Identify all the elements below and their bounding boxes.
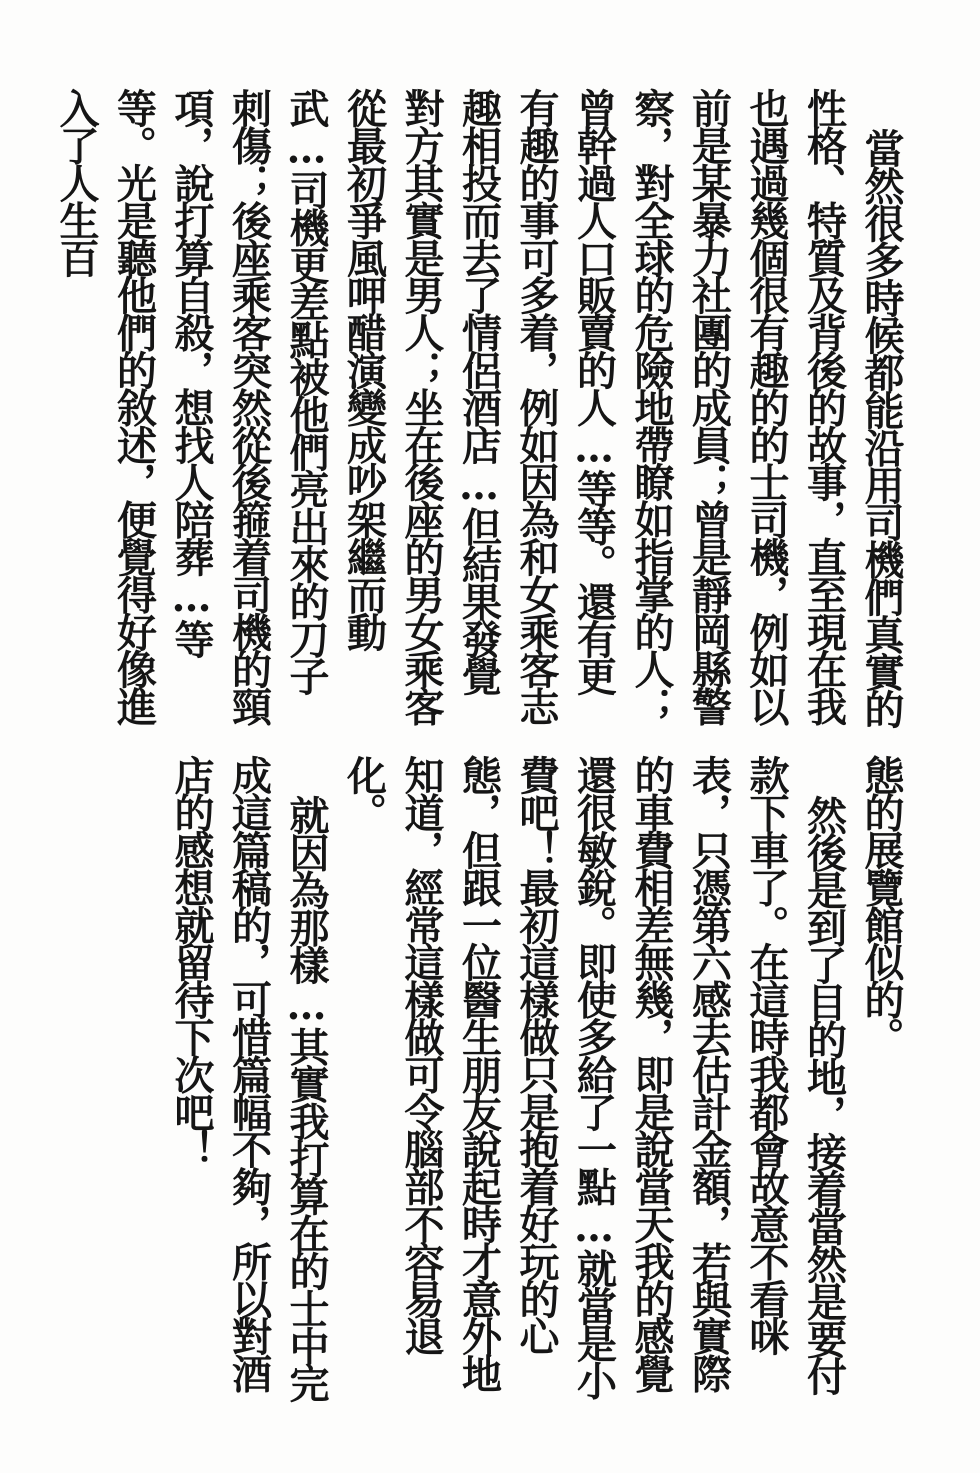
bottom-text-block — [163, 755, 911, 1415]
paragraph-taxi-driver-stories: 當然很多時候都能沿用司機們真實的性格、特質及背後的故事，直至現在我也遇過幾個很有趣的的士司機，例如以前是某暴力社團的成員；曾是靜岡縣警察，對全球的危險地帶瞭如指掌的人；曾幹過人口販賣的人…等等。還有更有趣的事可多着，例如因為和女乘客志趣相投而去了情侶酒店…但結果發覺對方其實是男人；坐在後座的男女乘客從最初爭風呷醋演變成吵架繼而動武…司機更差點被他們亮出來的刀子刺傷；後座乘客突然從後箍着司機的頸項，說打算自殺，想找人陪葬…等等。光是聽他們的敘述，便覺得好像進入了人生百 — [53, 88, 905, 727]
paragraph-paying-fare: 然後是到了目的地，接着當然是要付款下車了。在這時我都會故意不看咪表，只憑第六感去估計金額，若與實際的車費相差無幾，即是說當天我的感覺還很敏銳。即使多給了一點…就當是小費吧！最初這樣做只是抱着好玩的心態，但跟一位醫生朋友說起時才意外地知道，經常這樣做可令腦部不容易退化。 — [340, 755, 848, 1398]
paragraph-continuation: 態的展覽館似的。 — [858, 755, 905, 1055]
paragraph-closing: 就因為那樣…其實我打算在的士中完成這篇稿的，可惜篇幅不夠，所以對酒店的感想就留待下次吧！ — [168, 755, 330, 1401]
top-text-block — [48, 88, 911, 728]
